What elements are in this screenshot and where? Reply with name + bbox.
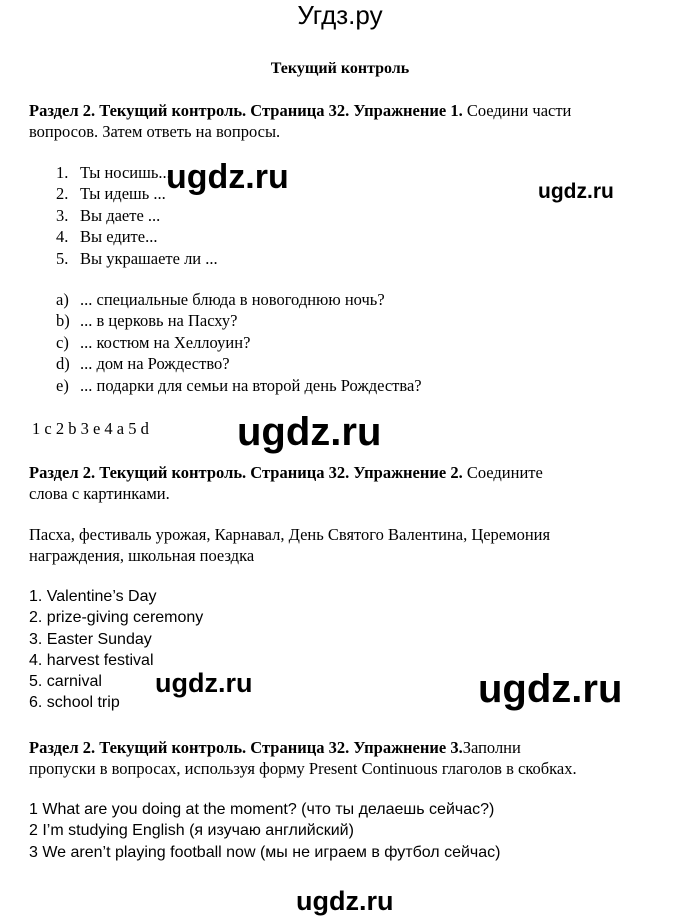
- ex1-answer: 1 c 2 b 3 e 4 a 5 d: [32, 419, 149, 438]
- ex1-heading: Раздел 2. Текущий контроль. Страница 32. Упражнение 1.: [29, 101, 463, 120]
- item-text: Вы даете ...: [80, 205, 161, 225]
- list-item: 2. prize-giving ceremony: [29, 609, 204, 627]
- item-letter: e): [56, 375, 69, 395]
- watermark: ugdz.ru: [166, 158, 289, 196]
- list-item: [56, 310, 422, 331]
- list-item: 3. Easter Sunday: [29, 630, 152, 648]
- list-item: 3 We aren’t playing football now (мы не играем в футбол сейчас): [29, 843, 501, 861]
- ex2-heading: Раздел 2. Текущий контроль. Страница 32. Упражнение 2.: [29, 463, 463, 482]
- list-item: 4. harvest festival: [29, 651, 154, 669]
- watermark: ugdz.ru: [478, 667, 623, 711]
- list-item: [56, 289, 422, 310]
- item-text: ... в церковь на Пасху?: [80, 311, 238, 331]
- watermark: ugdz.ru: [237, 410, 382, 454]
- ex2-instruction-2: слова с картинками.: [29, 484, 170, 503]
- ex3-line1: [29, 737, 577, 758]
- ex2-task: [29, 462, 543, 504]
- item-text: Вы едите...: [80, 227, 158, 247]
- list-item: 6. school trip: [29, 694, 120, 712]
- page-title: Текущий контроль: [270, 60, 410, 77]
- item-text: ... подарки для семьи на второй день Рождества?: [80, 375, 422, 395]
- list-item: 1 What are you doing at the moment? (что ты делаешь сейчас?): [29, 801, 495, 818]
- ex2-instruction-1: Соедините: [462, 463, 543, 482]
- ex1-line1: [29, 100, 571, 121]
- list-item: [56, 226, 218, 247]
- item-letter: b): [56, 311, 70, 331]
- item-text: Вы украшаете ли ...: [80, 248, 218, 268]
- list-item: [56, 205, 218, 226]
- item-letter: a): [56, 290, 69, 309]
- item-text: Ты идешь ...: [80, 184, 166, 204]
- item-number: 3.: [56, 205, 69, 225]
- item-text: ... дом на Рождество?: [80, 354, 230, 374]
- ex2-line1: [29, 462, 543, 483]
- list-item: [56, 332, 422, 353]
- list-item: 5. carnival: [29, 673, 102, 691]
- item-text: ... костюм на Хеллоуин?: [80, 332, 251, 352]
- ex3-instruction-1: Заполни: [462, 738, 521, 757]
- item-number: 1.: [56, 163, 69, 182]
- ex1-task: [29, 100, 571, 142]
- item-number: 5.: [56, 248, 69, 268]
- item-number: 2.: [56, 184, 69, 204]
- list-item: 1. Valentine’s Day: [29, 588, 157, 605]
- ex3-task: [29, 737, 577, 779]
- ex1-instruction-1: Соедини части: [462, 101, 572, 120]
- item-text: ... специальные блюда в новогоднюю ночь?: [80, 290, 385, 309]
- item-text: Ты носишь...: [80, 163, 171, 182]
- watermark: ugdz.ru: [155, 668, 253, 698]
- site-title[interactable]: Угдз.ру: [297, 0, 383, 30]
- item-number: 4.: [56, 227, 69, 247]
- watermark: ugdz.ru: [296, 886, 394, 916]
- ex1-instruction-2: вопросов. Затем ответь на вопросы.: [29, 122, 281, 141]
- item-letter: c): [56, 332, 69, 352]
- ex1-option-list: [56, 289, 422, 396]
- ex3-heading: Раздел 2. Текущий контроль. Страница 32. Упражнение 3.: [29, 738, 463, 757]
- ex3-answer-list: [29, 799, 500, 863]
- list-item: [56, 353, 422, 374]
- list-item: [56, 375, 422, 396]
- list-item: 2 I’m studying English (я изучаю английский): [29, 822, 354, 840]
- ex2-words: [29, 524, 550, 566]
- ex2-words-line1: Пасха, фестиваль урожая, Карнавал, День Святого Валентина, Церемония: [29, 525, 551, 544]
- item-letter: d): [56, 354, 70, 374]
- watermark: ugdz.ru: [538, 180, 614, 203]
- ex3-instruction-2: пропуски в вопросах, используя форму Present Continuous глаголов в скобках.: [29, 759, 577, 778]
- ex2-words-line2: награждения, школьная поездка: [29, 546, 255, 565]
- list-item: [56, 248, 218, 269]
